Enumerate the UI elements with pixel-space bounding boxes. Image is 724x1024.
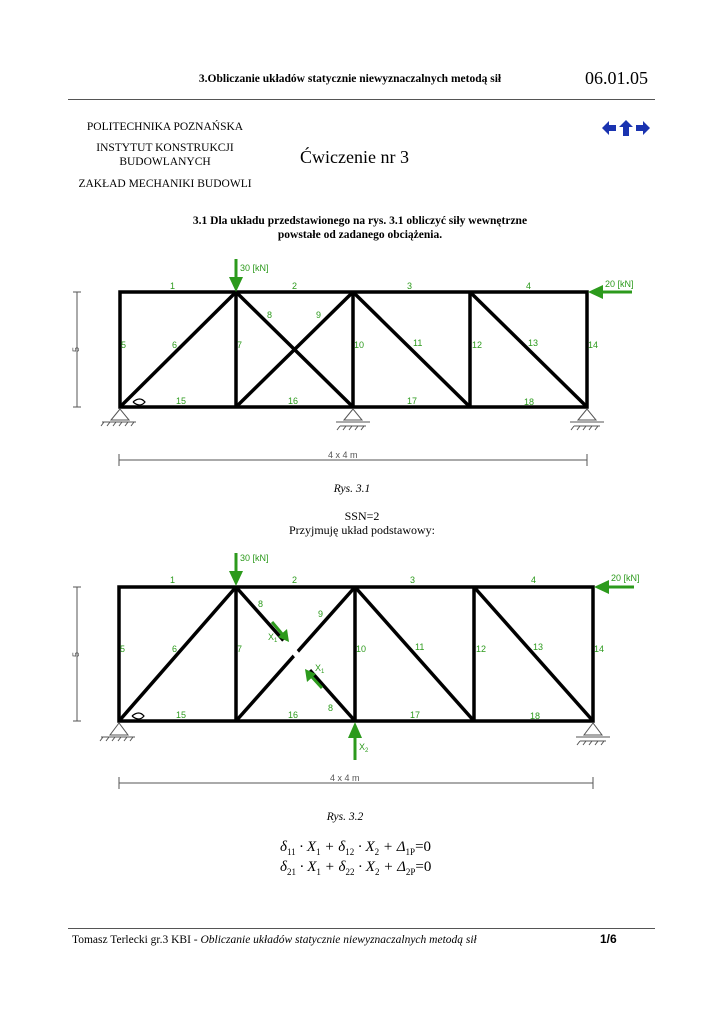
horizontal-load-label: 20 [kN]	[605, 279, 634, 289]
equation-1: $\delta_{11} \cdot X_1 + \delta_{12} \cdot X_2 + \Delta_{1P}=0$	[280, 839, 432, 857]
member-label: 18	[524, 397, 535, 407]
span-dimension-label: 4 x 4 m	[330, 773, 360, 783]
height-dimension-label: 5	[71, 651, 81, 657]
member-label: 9	[318, 609, 324, 619]
member-label: 3	[410, 575, 416, 585]
member-label: 13	[528, 338, 539, 348]
vertical-load-label: 30 [kN]	[240, 553, 269, 563]
height-dimension-label: 5	[71, 346, 81, 352]
navigation-arrows	[600, 118, 652, 143]
x2-label: $X_2$	[359, 742, 369, 754]
member-label: 17	[407, 396, 418, 406]
page-number: 1/6	[600, 932, 617, 946]
figure1-caption: Rys. 3.1	[333, 483, 371, 495]
member-label: 16	[288, 396, 299, 406]
institution-institute-line2: BUDOWLANYCH	[119, 156, 211, 168]
member-label: 6	[172, 340, 178, 350]
support-middle	[336, 409, 370, 430]
footer-title: Obliczanie układów statycznie niewyznaczalnych metodą sił	[200, 934, 477, 946]
member-label: 11	[415, 642, 425, 652]
x2-arrow	[348, 722, 362, 760]
figure2-caption: Rys. 3.2	[326, 811, 364, 823]
arrow-up-icon[interactable]	[619, 120, 633, 136]
member-label: 2	[292, 575, 298, 585]
arrow-right-icon[interactable]	[636, 121, 650, 135]
member-label: 8	[267, 310, 273, 320]
exercise-title: Ćwiczenie nr 3	[300, 147, 409, 167]
member-label: 12	[472, 340, 483, 350]
member-label: 8	[328, 703, 334, 713]
member-label: 4	[526, 281, 532, 291]
arrow-left-icon[interactable]	[602, 121, 616, 135]
member-label: 1	[170, 281, 176, 291]
support-left	[101, 409, 136, 426]
task-line1: 3.1 Dla układu przedstawionego na rys. 3.1 obliczyć siły wewnętrzne	[192, 215, 528, 227]
institution-university: POLITECHNIKA POZNAŃSKA	[86, 121, 244, 133]
member-label: 10	[356, 644, 367, 654]
footer-author: Tomasz Terlecki gr.3 KBI -	[72, 934, 201, 946]
member-label: 17	[410, 710, 421, 720]
basis-text: Przyjmuję układ podstawowy:	[289, 523, 435, 537]
x1-label-upper: $X_1$	[268, 632, 278, 644]
header-date: 06.01.05	[585, 68, 648, 88]
footer-rule	[68, 928, 655, 929]
span-dimension-label: 4 x 4 m	[328, 450, 358, 460]
support-left	[100, 723, 135, 741]
horizontal-load-label: 20 [kN]	[611, 573, 640, 583]
support-right	[570, 409, 604, 430]
truss-figure-2	[0, 545, 724, 795]
member-label: 13	[533, 642, 544, 652]
footer-text	[72, 934, 477, 946]
member-label: 6	[172, 644, 178, 654]
task-statement	[150, 214, 570, 242]
member-label: 10	[354, 340, 365, 350]
institution-department: ZAKŁAD MECHANIKI BUDOWLI	[78, 178, 252, 190]
member-label: 3	[407, 281, 413, 291]
header-title: 3.Obliczanie układów statycznie niewyznaczalnych metodą sił	[198, 73, 502, 85]
task-line2: powstałe od zadanego obciążenia.	[277, 229, 443, 241]
member-label: 16	[288, 710, 299, 720]
member-label: 2	[292, 281, 298, 291]
vertical-load-label: 30 [kN]	[240, 263, 269, 273]
member-label: 11	[413, 338, 423, 348]
equation-2: $\delta_{21} \cdot X_1 + \delta_{22} \cdot X_2 + \Delta_{2P}=0$	[280, 859, 432, 877]
member-label: 1	[170, 575, 176, 585]
member-label: 5	[120, 644, 126, 654]
member-label: 14	[594, 644, 605, 654]
member-label: 5	[121, 340, 127, 350]
x1-label-lower: $X_1$	[315, 663, 325, 675]
member-label: 4	[531, 575, 537, 585]
member-label: 18	[530, 711, 541, 721]
member-label: 7	[237, 644, 243, 654]
member-label: 15	[176, 396, 187, 406]
member-label: 14	[588, 340, 599, 350]
member-label: 7	[237, 340, 243, 350]
institution-institute	[70, 141, 260, 169]
member-label: 15	[176, 710, 187, 720]
member-label: 8	[258, 599, 264, 609]
institution-institute-line1: INSTYTUT KONSTRUKCJI	[96, 142, 234, 154]
support-right	[576, 723, 610, 745]
header-rule	[68, 99, 655, 100]
member-label: 12	[476, 644, 487, 654]
truss-figure-1	[0, 250, 724, 475]
ssn-text: SSN=2	[344, 509, 380, 523]
member-label: 9	[316, 310, 322, 320]
